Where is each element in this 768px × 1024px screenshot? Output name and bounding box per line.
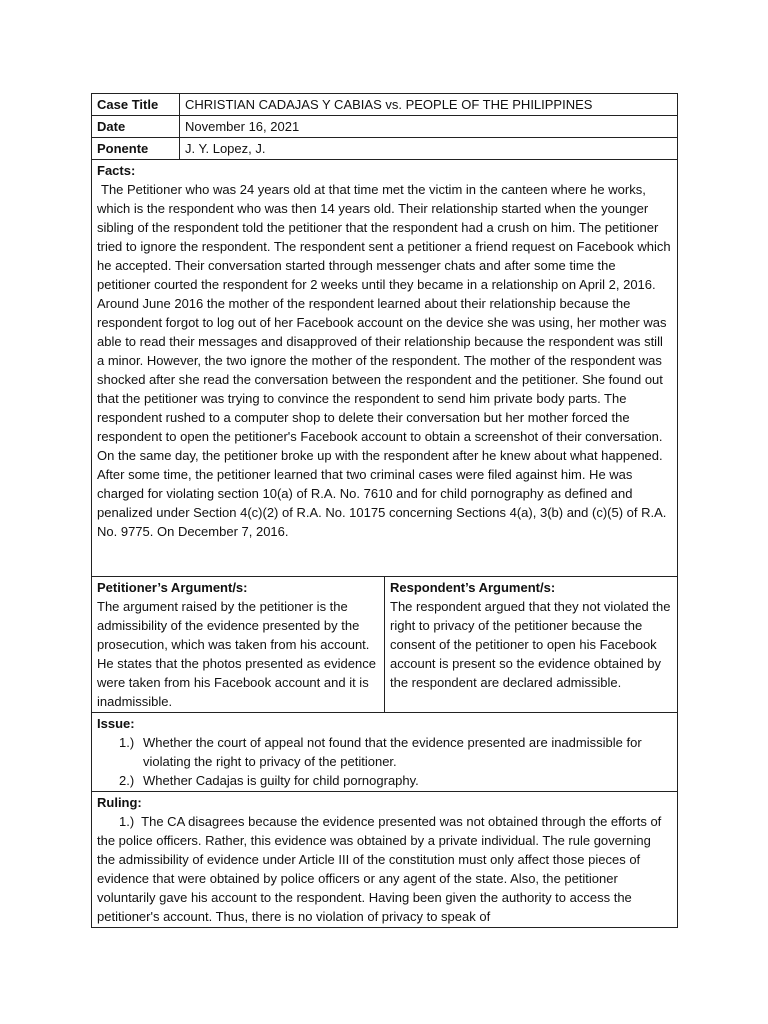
- date-row: [92, 116, 678, 138]
- date-label: Date: [92, 116, 180, 138]
- ruling-paragraph: [97, 812, 672, 926]
- case-title-value: CHRISTIAN CADAJAS Y CABIAS vs. PEOPLE OF THE PHILIPPINES: [180, 94, 678, 116]
- arguments-row: [92, 577, 678, 713]
- ruling-row: [92, 792, 678, 928]
- respondent-argument-text: The respondent argued that they not violated the right to privacy of the petitioner because the consent of the petitioner to open his Facebook account is present so the evidence obtained by the respondent are declared admissible.: [390, 599, 671, 690]
- ponente-row: [92, 138, 678, 160]
- issue-text: Whether the court of appeal not found that the evidence presented are inadmissible for violating the right to privacy of the petitioner.: [143, 735, 642, 769]
- case-digest-page: [91, 93, 677, 928]
- issue-list: [97, 733, 672, 790]
- respondent-argument-heading: Respondent’s Argument/s:: [390, 580, 556, 595]
- respondent-argument-cell: [385, 577, 678, 713]
- facts-cell: [92, 160, 678, 577]
- issue-item: [97, 733, 672, 771]
- ruling-heading: Ruling:: [97, 795, 142, 810]
- case-digest-table: [91, 93, 678, 928]
- petitioner-argument-cell: [92, 577, 385, 713]
- facts-heading: Facts:: [97, 163, 136, 178]
- issue-item: [97, 771, 672, 790]
- facts-row: [92, 160, 678, 577]
- case-title-label: Case Title: [92, 94, 180, 116]
- case-title-row: [92, 94, 678, 116]
- petitioner-argument-heading: Petitioner’s Argument/s:: [97, 580, 248, 595]
- facts-text: The Petitioner who was 24 years old at that time met the victim in the canteen where he works, which is the respondent who was then 14 years old. Their relationship started when the younger sibling of the respondent told the petitioner that the respondent had a crush on him. The petitioner tried to ignore the respondent. The respondent sent a petitioner a friend request on Facebook which he accepted. Their conversation started through messenger chats and after some time the petitioner courted the respondent for 2 weeks until they became in a relationship on April 2, 2016. Around June 2016 the mother of the respondent learned about their relationship because the respondent forgot to log out of her Facebook account on the device she was using, her mother was able to read their messages and disapproved of their relationship because the respondent was still a minor. However, the two ignore the mother of the respondent. The mother of the respondent was shocked after she read the conversation between the respondent and the petitioner. She found out that the petitioner was trying to convince the respondent to send him private body parts. The respondent rushed to a computer shop to delete their conversation but her mother forced the respondent to open the petitioner's Facebook account to obtain a screenshot of their conversation. On the same day, the petitioner broke up with the respondent after he knew about what happened. After some time, the petitioner learned that two criminal cases were filed against him. He was charged for violating section 10(a) of R.A. No. 7610 and for child pornography as defined and penalized under Section 4(c)(2) of R.A. No. 10175 concerning Sections 4(a), 3(b) and (c)(5) of R.A. No. 9775. On December 7, 2016.: [97, 182, 671, 539]
- issue-heading: Issue:: [97, 716, 135, 731]
- date-value: November 16, 2021: [180, 116, 678, 138]
- ponente-label: Ponente: [92, 138, 180, 160]
- issue-text: Whether Cadajas is guilty for child pornography.: [143, 773, 419, 788]
- issue-number: 1.): [119, 735, 135, 750]
- ruling-number: 1.): [119, 814, 135, 829]
- ruling-text: The CA disagrees because the evidence presented was not obtained through the efforts of the police officers. Rather, this evidence was obtained by a private individual. The rule governing the admissibility of evidence under Article III of the constitution must only affect those pieces of evidence that were obtained by police officers or any agent of the state. Also, the petitioner voluntarily gave his account to the respondent. Having been given the authority to access the petitioner's account. Thus, there is no violation of privacy to speak of: [97, 814, 662, 924]
- issue-number: 2.): [119, 773, 135, 788]
- issue-cell: [92, 713, 678, 792]
- issue-row: [92, 713, 678, 792]
- ponente-value: J. Y. Lopez, J.: [180, 138, 678, 160]
- ruling-cell: [92, 792, 678, 928]
- petitioner-argument-text: The argument raised by the petitioner is the admissibility of the evidence presented by the prosecution, which was taken from his account. He states that the photos presented as evidence were taken from his Facebook account and it is inadmissible.: [97, 599, 376, 709]
